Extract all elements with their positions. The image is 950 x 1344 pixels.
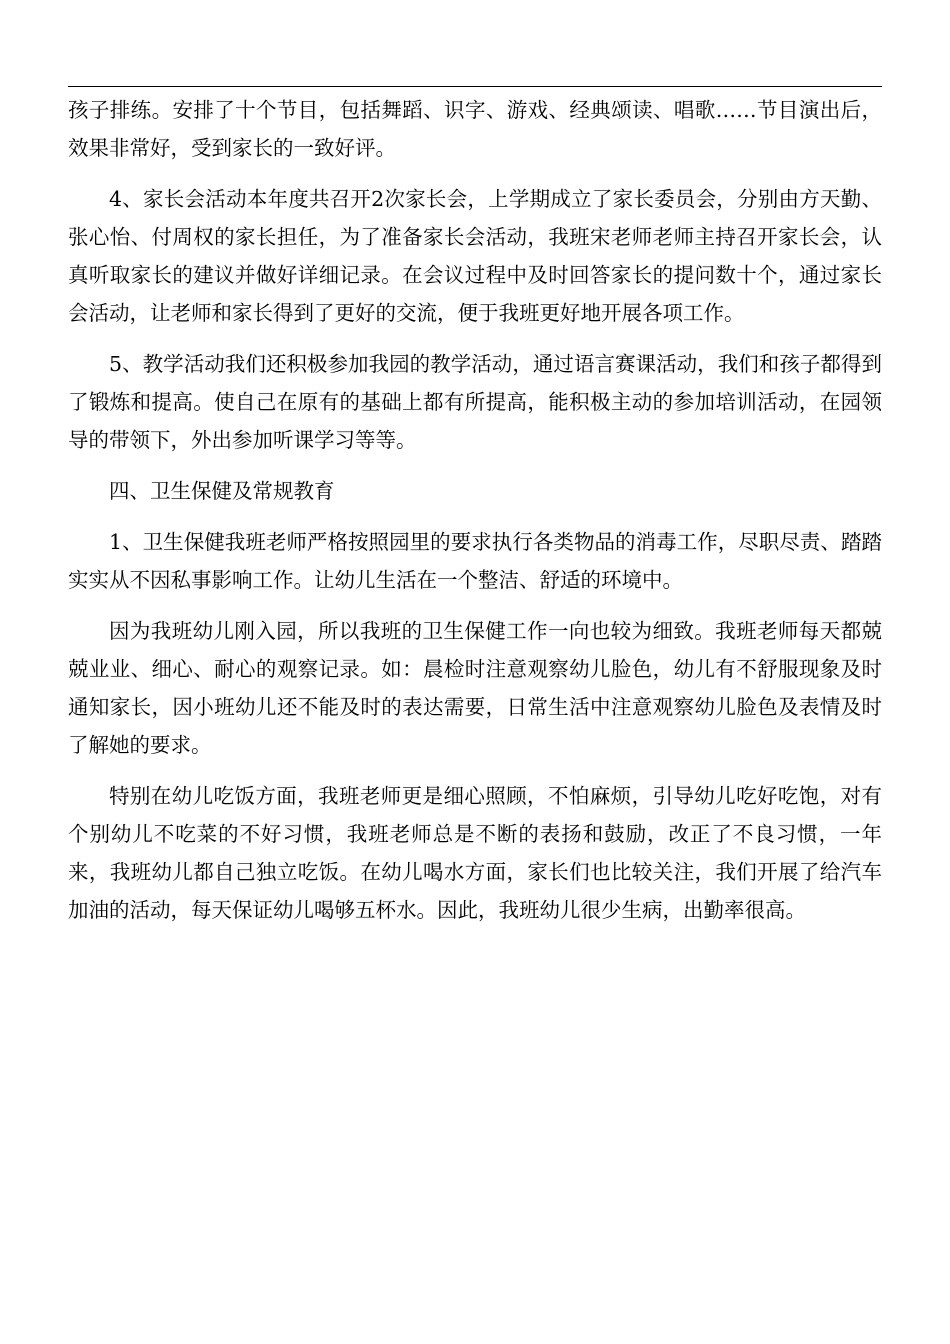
paragraph-health-care: 1、卫生保健我班老师严格按照园里的要求执行各类物品的消毒工作，尽职尽责、踏踏实实从不因私事影响工作。让幼儿生活在一个整洁、舒适的环境中。 bbox=[68, 530, 882, 592]
document-body bbox=[68, 91, 882, 942]
section-heading-health-care: 四、卫生保健及常规教育 bbox=[109, 479, 335, 503]
header-rule bbox=[68, 86, 882, 87]
paragraph-teaching-activities: 5、教学活动我们还积极参加我园的教学活动，通过语言赛课活动，我们和孩子都得到了锻炼和提高。使自己在原有的基础上都有所提高，能积极主动的参加培训活动，在园领导的带领下，外出参加听课学习等等。 bbox=[68, 352, 882, 452]
paragraph-parent-meeting: 4、家长会活动本年度共召开2次家长会，上学期成立了家长委员会，分别由方天勤、张心怡、付周权的家长担任，为了准备家长会活动，我班宋老师老师主持召开家长会，认真听取家长的建议并做好详细记录。在会议过程中及时回答家长的提问数十个，通过家长会活动，让老师和家长得到了更好的交流，便于我班更好地开展各项工作。 bbox=[68, 187, 882, 325]
paragraph-new-children: 因为我班幼儿刚入园，所以我班的卫生保健工作一向也较为细致。我班老师每天都兢兢业业、细心、耐心的观察记录。如：晨检时注意观察幼儿脸色，幼儿有不舒服现象及时通知家长，因小班幼儿还不能及时的表达需要，日常生活中注意观察幼儿脸色及表情及时了解她的要求。 bbox=[68, 619, 882, 757]
paragraph-continuation: 孩子排练。安排了十个节目，包括舞蹈、识字、游戏、经典颂读、唱歌……节目演出后，效果非常好，受到家长的一致好评。 bbox=[68, 98, 882, 160]
paragraph-eating-drinking: 特别在幼儿吃饭方面，我班老师更是细心照顾，不怕麻烦，引导幼儿吃好吃饱，对有个别幼儿不吃菜的不好习惯，我班老师总是不断的表扬和鼓励，改正了不良习惯，一年来，我班幼儿都自己独立吃饭。在幼儿喝水方面，家长们也比较关注，我们开展了给汽车加油的活动，每天保证幼儿喝够五杯水。因此，我班幼儿很少生病，出勤率很高。 bbox=[68, 784, 882, 922]
